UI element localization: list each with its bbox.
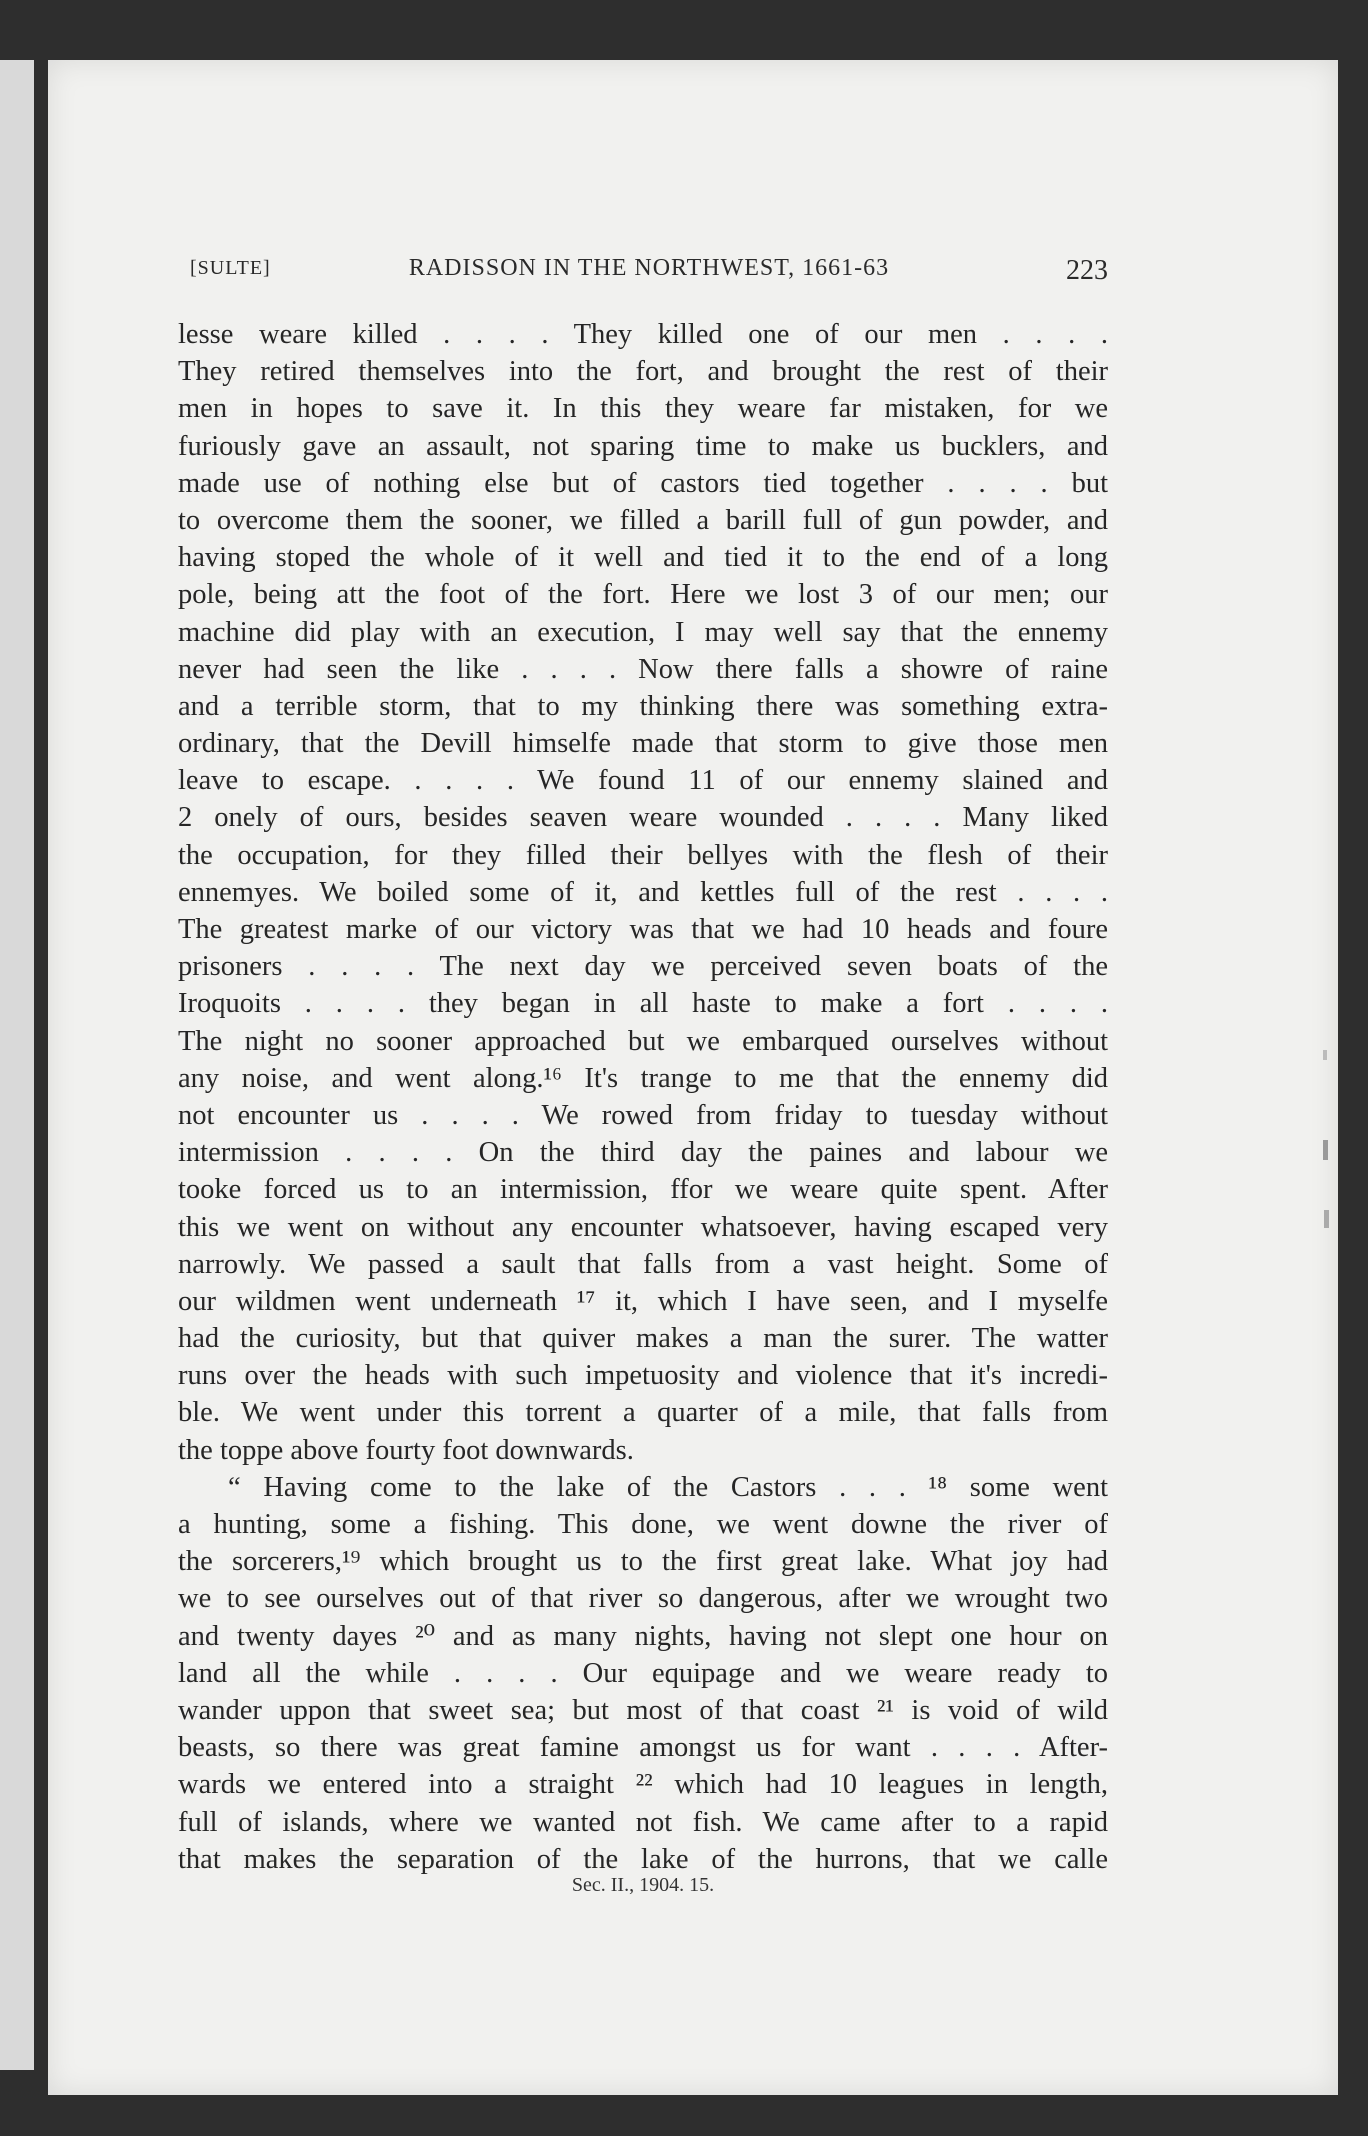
section-tag: [SULTE] [190, 257, 271, 279]
text-line: to overcome them the sooner, we filled a barill full of gun powder, and [178, 504, 1108, 536]
body-text [178, 316, 1108, 1878]
text-line: They retired themselves into the fort, and brought the rest of their [178, 356, 1108, 388]
text-line: the occupation, for they filled their bellyes with the flesh of their [178, 839, 1108, 871]
text-line: The night no sooner approached but we embarqued ourselves without [178, 1025, 1108, 1057]
text-line: leave to escape. . . . . We found 11 of our ennemy slained and [178, 765, 1108, 797]
text-line: this we went on without any encounter whatsoever, having escaped very [178, 1211, 1108, 1243]
text-line: Iroquoits . . . . they began in all haste to make a fort . . . . [178, 988, 1108, 1020]
text-line: lesse weare killed . . . . They killed one of our men . . . . [178, 319, 1108, 350]
text-line: furiously gave an assault, not sparing time to make us bucklers, and [178, 430, 1108, 462]
text-line: intermission . . . . On the third day the paines and labour we [178, 1137, 1108, 1169]
page-speck [1323, 1050, 1327, 1060]
text-line: and a terrible storm, that to my thinking there was something extra- [178, 690, 1108, 722]
text-line: full of islands, where we wanted not fish. We came after to a rapid [178, 1806, 1108, 1838]
running-title: RADISSON IN THE NORTHWEST, 1661-63 [408, 255, 890, 281]
signature-mark: Sec. II., 1904. 15. [571, 1874, 715, 1896]
text-line: pole, being att the foot of the fort. Here we lost 3 of our men; our [178, 579, 1108, 611]
text-line: that makes the separation of the lake of the hurrons, that we calle [178, 1843, 1108, 1875]
text-line: ennemyes. We boiled some of it, and kettles full of the rest . . . . [178, 876, 1108, 908]
page-speck [1323, 1140, 1328, 1160]
text-line: land all the while . . . . Our equipage and we weare ready to [178, 1657, 1108, 1689]
running-header [190, 255, 1108, 289]
text-line: wander uppon that sweet sea; but most of that coast ²¹ is void of wild [178, 1694, 1108, 1726]
text-line: 2 onely of ours, besides seaven weare wounded . . . . Many liked [178, 802, 1108, 834]
text-line: our wildmen went underneath ¹⁷ it, which I have seen, and I myselfe [178, 1285, 1108, 1317]
text-line: made use of nothing else but of castors tied together . . . . but [178, 467, 1108, 499]
text-line: not encounter us . . . . We rowed from friday to tuesday without [178, 1099, 1108, 1131]
text-line: had the curiosity, but that quiver makes a man the surer. The watter [178, 1323, 1108, 1355]
text-line: tooke forced us to an intermission, ffor we weare quite spent. After [178, 1174, 1108, 1206]
text-line: wards we entered into a straight ²² which had 10 leagues in length, [178, 1769, 1108, 1801]
text-line: never had seen the like . . . . Now there falls a showre of raine [178, 653, 1108, 685]
text-line: The greatest marke of our victory was that we had 10 heads and foure [178, 914, 1108, 945]
text-line: any noise, and went along.¹⁶ It's trange to me that the ennemy did [178, 1062, 1108, 1094]
text-line: men in hopes to save it. In this they weare far mistaken, for we [178, 393, 1108, 425]
text-line: and twenty dayes ²⁰ and as many nights, having not slept one hour on [178, 1620, 1108, 1652]
text-line: beasts, so there was great famine amongst us for want . . . . After- [178, 1732, 1108, 1764]
text-line: runs over the heads with such impetuosity and violence that it's incredi- [178, 1360, 1108, 1392]
page-speck [1324, 1210, 1329, 1228]
text-line: a hunting, some a fishing. This done, we went downe the river of [178, 1509, 1108, 1540]
text-line: “ Having come to the lake of the Castors . . . ¹⁸ some went [228, 1471, 1108, 1503]
text-line: the toppe above fourty foot downwards. [178, 1434, 634, 1466]
page-number: 223 [1066, 255, 1108, 286]
adjacent-page-edge [0, 60, 34, 2070]
text-line: narrowly. We passed a sault that falls from a vast height. Some of [178, 1248, 1108, 1280]
text-line: ordinary, that the Devill himselfe made that storm to give those men [178, 728, 1108, 760]
text-line: ble. We went under this torrent a quarter of a mile, that falls from [178, 1397, 1108, 1429]
text-line: prisoners . . . . The next day we perceived seven boats of the [178, 951, 1108, 983]
text-line: we to see ourselves out of that river so dangerous, after we wrought two [178, 1583, 1108, 1615]
text-line: the sorcerers,¹⁹ which brought us to the first great lake. What joy had [178, 1546, 1108, 1578]
text-line: machine did play with an execution, I may well say that the ennemy [178, 616, 1108, 648]
text-line: having stoped the whole of it well and tied it to the end of a long [178, 542, 1108, 574]
